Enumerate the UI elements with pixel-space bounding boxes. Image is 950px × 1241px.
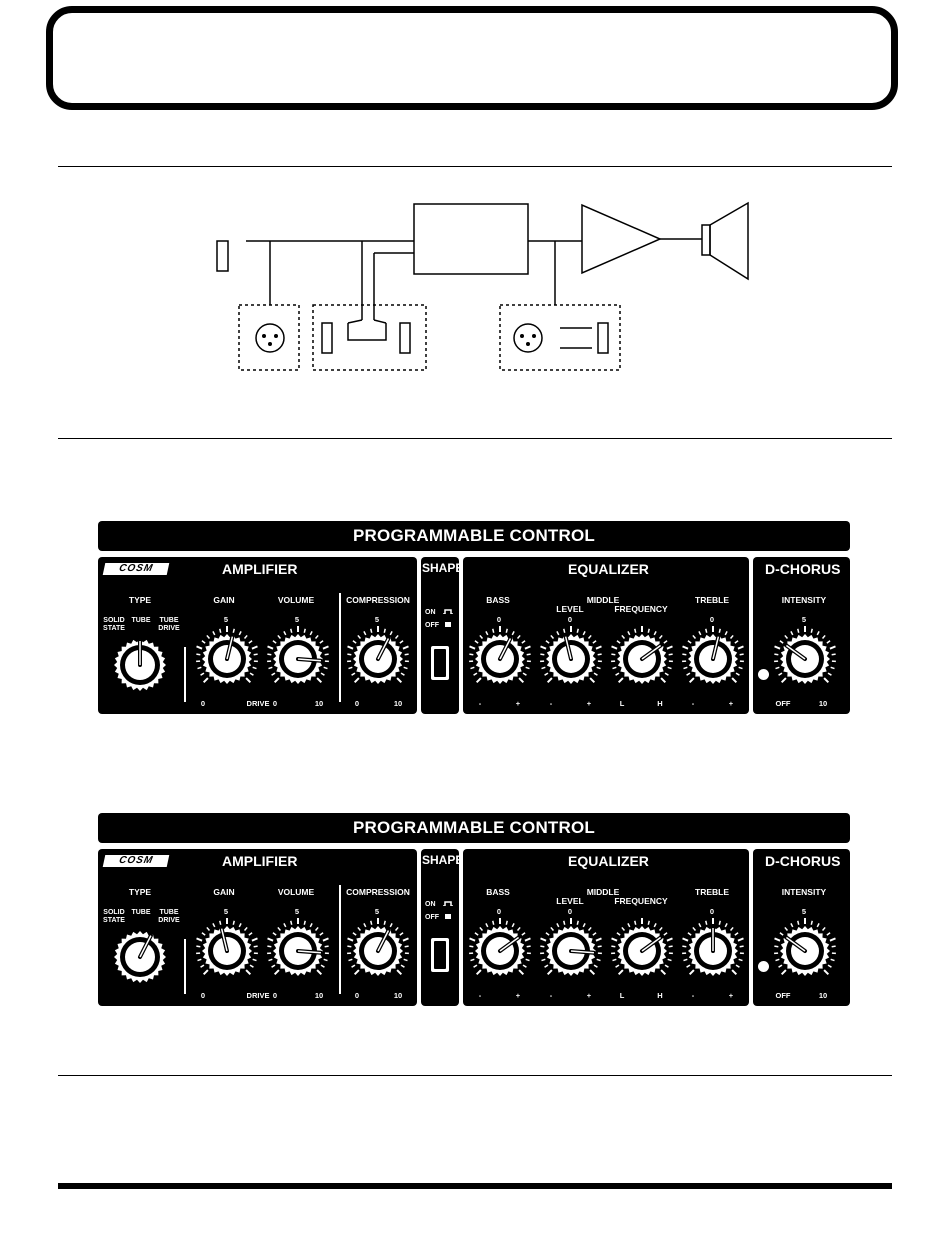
intensity-mark-off: OFF — [775, 699, 791, 708]
signal-flow-diagram — [200, 195, 770, 380]
frequency-knob[interactable] — [607, 916, 677, 986]
frequency-label: FREQUENCY — [614, 896, 668, 906]
volume-knob[interactable] — [263, 624, 333, 694]
mic-input-box — [239, 305, 299, 370]
gain-mark-drive: DRIVE — [246, 991, 270, 1000]
type-option-tube: TUBE — [131, 909, 151, 916]
middle-label: MIDDLE — [586, 887, 620, 897]
equalizer-title: EQUALIZER — [568, 561, 649, 577]
intensity-label: INTENSITY — [781, 887, 827, 897]
control-panel-1 — [98, 521, 850, 715]
type-option-tube-drive: TUBE DRIVE — [158, 617, 180, 632]
equalizer-section — [463, 849, 749, 1006]
shape-section — [421, 557, 464, 714]
send-jack — [322, 323, 332, 353]
level-mark-0: 0 — [567, 615, 573, 624]
dchorus-section — [753, 849, 850, 1006]
bass-mark-plus: + — [515, 991, 521, 1000]
shape-on-label: ON — [425, 901, 436, 908]
volume-label: VOLUME — [277, 595, 315, 605]
type-knob[interactable] — [108, 925, 172, 989]
level-knob[interactable] — [536, 624, 606, 694]
bass-mark-minus: - — [478, 699, 482, 708]
shape-on-icon — [443, 609, 453, 614]
intensity-mark-off: OFF — [775, 991, 791, 1000]
level-mark-minus: - — [549, 991, 553, 1000]
bass-mark-minus: - — [478, 991, 482, 1000]
amplifier-section — [98, 557, 417, 714]
level-mark-plus: + — [586, 699, 592, 708]
speaker-cone — [710, 203, 748, 279]
section-rule — [58, 438, 892, 439]
treble-mark-minus: - — [691, 991, 695, 1000]
divider — [184, 939, 186, 994]
volume-mark-5: 5 — [294, 615, 300, 624]
volume-label: VOLUME — [277, 887, 315, 897]
cosm-logo: COSM — [103, 563, 170, 575]
volume-mark-10: 10 — [314, 991, 324, 1000]
dchorus-section — [753, 557, 850, 714]
type-option-tube-drive: TUBE DRIVE — [158, 909, 180, 924]
power-amp-triangle — [582, 205, 660, 273]
type-option-tube: TUBE — [131, 617, 151, 624]
treble-mark-plus: + — [728, 991, 734, 1000]
bass-mark-plus: + — [515, 699, 521, 708]
xlr-output-icon — [514, 324, 542, 352]
bass-knob[interactable] — [465, 916, 535, 986]
bass-label: BASS — [486, 887, 510, 897]
gain-mark-0: 0 — [200, 991, 206, 1000]
divider — [184, 647, 186, 702]
shape-on-icon — [443, 901, 453, 906]
panel-header: PROGRAMMABLE CONTROL — [98, 813, 850, 843]
dchorus-title: D-CHORUS — [765, 853, 841, 869]
compression-label: COMPRESSION — [346, 887, 410, 897]
treble-mark-minus: - — [691, 699, 695, 708]
return-jack — [400, 323, 410, 353]
line-out-box — [500, 305, 620, 370]
divider — [339, 885, 341, 994]
intensity-mark-10: 10 — [818, 699, 828, 708]
xlr-input-icon — [256, 324, 284, 352]
frequency-mark-l: L — [619, 991, 625, 1000]
type-label: TYPE — [128, 595, 152, 605]
divider — [339, 593, 341, 702]
shape-title: SHAPE — [422, 561, 464, 575]
compression-knob[interactable] — [343, 624, 413, 694]
type-label: TYPE — [128, 887, 152, 897]
treble-knob[interactable] — [678, 624, 748, 694]
gain-mark-0: 0 — [200, 699, 206, 708]
amplifier-title: AMPLIFIER — [222, 853, 298, 869]
type-option-solid-state: SOLID STATE — [103, 617, 125, 632]
section-rule — [58, 1075, 892, 1076]
shape-on-label: ON — [425, 609, 436, 616]
treble-mark-0: 0 — [709, 615, 715, 624]
bass-knob[interactable] — [465, 624, 535, 694]
treble-mark-plus: + — [728, 699, 734, 708]
frequency-knob[interactable] — [607, 624, 677, 694]
chorus-led — [758, 669, 769, 680]
dchorus-title: D-CHORUS — [765, 561, 841, 577]
type-knob[interactable] — [108, 633, 172, 697]
treble-label: TREBLE — [695, 595, 729, 605]
frequency-label: FREQUENCY — [614, 604, 668, 614]
preamp-block — [414, 204, 528, 274]
control-panel-2 — [98, 813, 850, 1007]
gain-knob[interactable] — [192, 624, 262, 694]
amplifier-title: AMPLIFIER — [222, 561, 298, 577]
level-knob[interactable] — [536, 916, 606, 986]
frequency-mark-l: L — [619, 699, 625, 708]
volume-knob[interactable] — [263, 916, 333, 986]
gain-mark-5: 5 — [223, 615, 229, 624]
compression-mark-10: 10 — [393, 991, 403, 1000]
intensity-mark-10: 10 — [818, 991, 828, 1000]
gain-knob[interactable] — [192, 916, 262, 986]
bass-label: BASS — [486, 595, 510, 605]
type-option-solid-state: SOLID STATE — [103, 909, 125, 924]
volume-mark-10: 10 — [314, 699, 324, 708]
shape-switch[interactable] — [431, 646, 449, 680]
shape-title: SHAPE — [422, 853, 464, 867]
level-mark-0: 0 — [567, 907, 573, 916]
intensity-label: INTENSITY — [781, 595, 827, 605]
equalizer-title: EQUALIZER — [568, 853, 649, 869]
panel-header: PROGRAMMABLE CONTROL — [98, 521, 850, 551]
compression-mark-10: 10 — [393, 699, 403, 708]
equalizer-section — [463, 557, 749, 714]
bass-mark-0: 0 — [496, 907, 502, 916]
shape-off-icon — [443, 914, 453, 919]
gain-mark-5: 5 — [223, 907, 229, 916]
compression-mark-0: 0 — [354, 699, 360, 708]
level-mark-plus: + — [586, 991, 592, 1000]
treble-label: TREBLE — [695, 887, 729, 897]
frequency-mark-h: H — [657, 991, 663, 1000]
intensity-knob[interactable] — [770, 624, 840, 694]
gain-mark-drive: DRIVE — [246, 699, 270, 708]
bass-mark-0: 0 — [496, 615, 502, 624]
shape-off-label: OFF — [425, 914, 439, 921]
amplifier-section — [98, 849, 417, 1006]
middle-label: MIDDLE — [586, 595, 620, 605]
volume-mark-0: 0 — [272, 991, 278, 1000]
compression-mark-5: 5 — [374, 615, 380, 624]
input-jack — [217, 241, 228, 271]
compression-label: COMPRESSION — [346, 595, 410, 605]
treble-mark-0: 0 — [709, 907, 715, 916]
chapter-title-box — [46, 6, 898, 110]
send-return-box — [313, 305, 426, 370]
shape-off-label: OFF — [425, 622, 439, 629]
level-label: LEVEL — [556, 604, 584, 614]
level-mark-minus: - — [549, 699, 553, 708]
line-out-jack — [598, 323, 608, 353]
chorus-led — [758, 961, 769, 972]
shape-off-icon — [443, 622, 453, 627]
frequency-mark-h: H — [657, 699, 663, 708]
level-label: LEVEL — [556, 896, 584, 906]
compression-knob[interactable] — [343, 916, 413, 986]
speaker-magnet — [702, 225, 710, 255]
compression-mark-5: 5 — [374, 907, 380, 916]
compression-mark-0: 0 — [354, 991, 360, 1000]
treble-knob[interactable] — [678, 916, 748, 986]
volume-mark-0: 0 — [272, 699, 278, 708]
gain-label: GAIN — [213, 595, 235, 605]
shape-switch[interactable] — [431, 938, 449, 972]
volume-mark-5: 5 — [294, 907, 300, 916]
intensity-mark-5: 5 — [801, 907, 807, 916]
send-return-line — [348, 323, 386, 340]
section-rule — [58, 166, 892, 167]
cosm-logo: COSM — [103, 855, 170, 867]
shape-section — [421, 849, 464, 1006]
intensity-mark-5: 5 — [801, 615, 807, 624]
gain-label: GAIN — [213, 887, 235, 897]
intensity-knob[interactable] — [770, 916, 840, 986]
footer-rule — [58, 1183, 892, 1189]
